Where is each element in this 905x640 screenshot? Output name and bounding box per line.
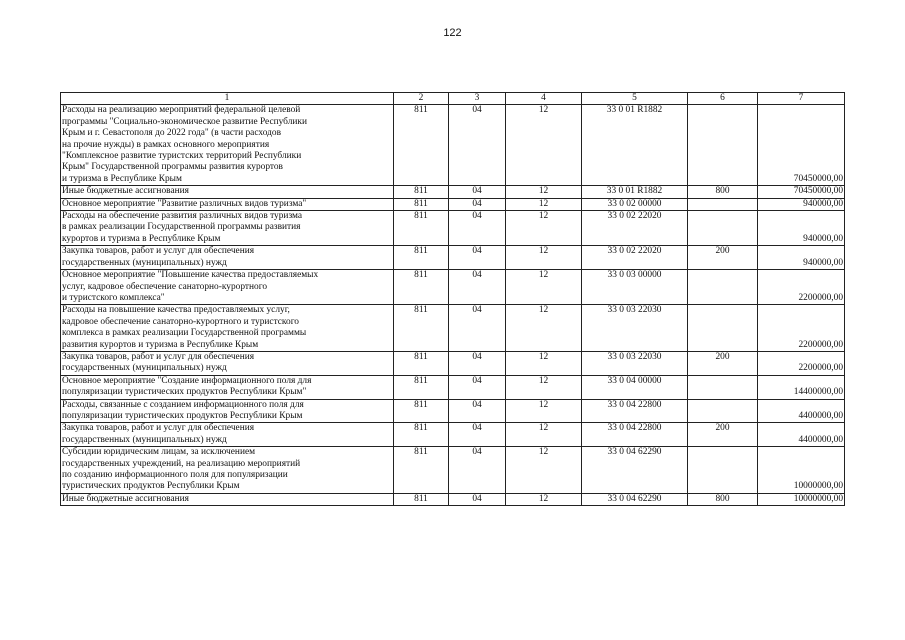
expense-name-cell [61, 423, 394, 447]
expense-name-line: Основное мероприятие "Создание информационного поля для [62, 375, 312, 386]
expense-type-cell: 800 [688, 493, 758, 505]
column-header-1: 1 [61, 93, 394, 105]
section-code-cell: 04 [449, 105, 506, 186]
amount-cell: 70450000,00 [758, 105, 845, 186]
expense-name-cell [61, 211, 394, 246]
ministry-code-cell: 811 [394, 270, 449, 305]
budget-table [60, 92, 845, 506]
expense-type-cell: 200 [688, 351, 758, 375]
table-row [61, 375, 845, 399]
expense-type-cell [688, 270, 758, 305]
ministry-code-cell: 811 [394, 198, 449, 210]
ministry-code-cell: 811 [394, 305, 449, 352]
expense-name-cell [61, 351, 394, 375]
expense-name-cell [61, 447, 394, 494]
target-article-cell: 33 0 02 00000 [582, 198, 688, 210]
amount-cell: 940000,00 [758, 211, 845, 246]
expense-name-line: Основное мероприятие "Развитие различных видов туризма" [62, 198, 307, 209]
ministry-code-cell: 811 [394, 399, 449, 423]
column-header-6: 6 [688, 93, 758, 105]
section-code-cell: 04 [449, 351, 506, 375]
expense-name-cell [61, 375, 394, 399]
expense-name-line: услуг, кадровое обеспечение санаторно-курортного [62, 281, 268, 292]
ministry-code-cell: 811 [394, 423, 449, 447]
expense-name-line: Иные бюджетные ассигнования [62, 493, 189, 504]
column-header-7: 7 [758, 93, 845, 105]
table-header-row [61, 93, 845, 105]
table-row [61, 198, 845, 210]
table-row [61, 493, 845, 505]
expense-name-line: популяризации туристических продуктов Республики Крым [62, 410, 303, 421]
amount-cell: 14400000,00 [758, 375, 845, 399]
ministry-code-cell: 811 [394, 246, 449, 270]
ministry-code-cell: 811 [394, 351, 449, 375]
amount-cell: 2200000,00 [758, 305, 845, 352]
table-row [61, 447, 845, 494]
expense-name-line: государственных (муниципальных) нужд [62, 434, 227, 445]
expense-name-cell [61, 270, 394, 305]
section-code-cell: 04 [449, 399, 506, 423]
expense-name-cell [61, 186, 394, 198]
expense-type-cell [688, 375, 758, 399]
subsection-code-cell: 12 [506, 105, 582, 186]
section-code-cell: 04 [449, 447, 506, 494]
target-article-cell: 33 0 03 22030 [582, 305, 688, 352]
amount-cell: 70450000,00 [758, 186, 845, 198]
amount-cell: 940000,00 [758, 198, 845, 210]
expense-name-line: популяризации туристических продуктов Республики Крым" [62, 387, 307, 398]
target-article-cell: 33 0 03 22030 [582, 351, 688, 375]
table-row [61, 246, 845, 270]
amount-cell: 940000,00 [758, 246, 845, 270]
expense-name-line: "Комплексное развитие туристских территорий Республики [62, 151, 302, 162]
expense-name-line: Основное мероприятие "Повышение качества предоставляемых [62, 270, 319, 281]
expense-name-line: Крым и г. Севастополя до 2022 года" (в части расходов [62, 128, 282, 139]
expense-name-line: туристических продуктов Республики Крым [62, 481, 240, 492]
expense-name-cell [61, 493, 394, 505]
expense-type-cell [688, 211, 758, 246]
expense-name-line: и туристского комплекса" [62, 292, 165, 303]
expense-name-line: развития курортов и туризма в Республике Крым [62, 339, 259, 350]
target-article-cell: 33 0 01 R1882 [582, 105, 688, 186]
ministry-code-cell: 811 [394, 186, 449, 198]
column-header-4: 4 [506, 93, 582, 105]
expense-name-line: курортов и туризма в Республике Крым [62, 233, 221, 244]
expense-type-cell [688, 399, 758, 423]
table-row [61, 105, 845, 186]
ministry-code-cell: 811 [394, 105, 449, 186]
amount-cell: 4400000,00 [758, 399, 845, 423]
expense-name-line: Иные бюджетные ассигнования [62, 186, 189, 197]
section-code-cell: 04 [449, 186, 506, 198]
subsection-code-cell: 12 [506, 493, 582, 505]
expense-name-line: по созданию информационного поля для популяризации [62, 470, 288, 480]
expense-name-cell [61, 105, 394, 186]
ministry-code-cell: 811 [394, 211, 449, 246]
subsection-code-cell: 12 [506, 423, 582, 447]
target-article-cell: 33 0 03 00000 [582, 270, 688, 305]
target-article-cell: 33 0 04 00000 [582, 375, 688, 399]
expense-type-cell: 200 [688, 246, 758, 270]
target-article-cell: 33 0 04 62290 [582, 493, 688, 505]
expense-name-line: программы "Социально-экономическое развитие Республики [62, 116, 307, 127]
target-article-cell: 33 0 01 R1882 [582, 186, 688, 198]
column-header-2: 2 [394, 93, 449, 105]
ministry-code-cell: 811 [394, 375, 449, 399]
table-row [61, 305, 845, 352]
expense-name-cell [61, 198, 394, 210]
subsection-code-cell: 12 [506, 246, 582, 270]
expense-name-line: государственных (муниципальных) нужд [62, 257, 227, 268]
expense-type-cell: 800 [688, 186, 758, 198]
subsection-code-cell: 12 [506, 211, 582, 246]
amount-cell: 2200000,00 [758, 351, 845, 375]
ministry-code-cell: 811 [394, 493, 449, 505]
subsection-code-cell: 12 [506, 186, 582, 198]
section-code-cell: 04 [449, 375, 506, 399]
expense-name-line: Расходы на обеспечение развития различных видов туризма [62, 211, 303, 222]
expense-name-line: Расходы на повышение качества предоставляемых услуг, [62, 305, 290, 316]
amount-cell: 10000000,00 [758, 447, 845, 494]
subsection-code-cell: 12 [506, 447, 582, 494]
expense-name-line: Закупка товаров, работ и услуг для обеспечения [62, 246, 255, 257]
subsection-code-cell: 12 [506, 270, 582, 305]
section-code-cell: 04 [449, 246, 506, 270]
column-header-3: 3 [449, 93, 506, 105]
table-row [61, 399, 845, 423]
expense-name-line: Крым" Государственной программы развития курортов [62, 162, 283, 173]
expense-type-cell [688, 105, 758, 186]
expense-name-line: кадровое обеспечение санаторно-курортного и туристского [62, 316, 299, 327]
subsection-code-cell: 12 [506, 399, 582, 423]
column-header-5: 5 [582, 93, 688, 105]
expense-name-line: на прочие нужды) в рамках основного мероприятия [62, 139, 270, 150]
section-code-cell: 04 [449, 493, 506, 505]
expense-name-line: и туризма в Республике Крым [62, 173, 182, 184]
section-code-cell: 04 [449, 270, 506, 305]
expense-type-cell [688, 305, 758, 352]
table-row [61, 351, 845, 375]
expense-name-cell [61, 305, 394, 352]
expense-type-cell [688, 447, 758, 494]
expense-type-cell: 200 [688, 423, 758, 447]
table-row [61, 270, 845, 305]
expense-name-line: Закупка товаров, работ и услуг для обеспечения [62, 351, 255, 362]
section-code-cell: 04 [449, 211, 506, 246]
ministry-code-cell: 811 [394, 447, 449, 494]
subsection-code-cell: 12 [506, 305, 582, 352]
target-article-cell: 33 0 04 62290 [582, 447, 688, 494]
expense-name-line: комплекса в рамках реализации Государственной программы [62, 328, 307, 339]
subsection-code-cell: 12 [506, 351, 582, 375]
section-code-cell: 04 [449, 198, 506, 210]
target-article-cell: 33 0 02 22020 [582, 246, 688, 270]
amount-cell: 10000000,00 [758, 493, 845, 505]
expense-name-line: государственных (муниципальных) нужд [62, 363, 227, 374]
expense-name-line: государственных учреждений, на реализацию мероприятий [62, 458, 301, 469]
target-article-cell: 33 0 02 22020 [582, 211, 688, 246]
page-number: 122 [443, 27, 462, 39]
table-row [61, 423, 845, 447]
expense-name-line: Расходы на реализацию мероприятий федеральной целевой [62, 105, 301, 116]
section-code-cell: 04 [449, 305, 506, 352]
expense-name-line: Закупка товаров, работ и услуг для обеспечения [62, 423, 255, 434]
target-article-cell: 33 0 04 22800 [582, 423, 688, 447]
expense-type-cell [688, 198, 758, 210]
expense-name-cell [61, 246, 394, 270]
section-code-cell: 04 [449, 423, 506, 447]
expense-name-cell [61, 399, 394, 423]
expense-name-line: Расходы, связанные с созданием информационного поля для [62, 399, 304, 410]
amount-cell: 4400000,00 [758, 423, 845, 447]
table-row [61, 186, 845, 198]
expense-name-line: в рамках реализации Государственной программы развития [62, 222, 301, 233]
subsection-code-cell: 12 [506, 375, 582, 399]
expense-name-line: Субсидии юридическим лицам, за исключением [62, 447, 256, 458]
subsection-code-cell: 12 [506, 198, 582, 210]
amount-cell: 2200000,00 [758, 270, 845, 305]
table-row [61, 211, 845, 246]
target-article-cell: 33 0 04 22800 [582, 399, 688, 423]
